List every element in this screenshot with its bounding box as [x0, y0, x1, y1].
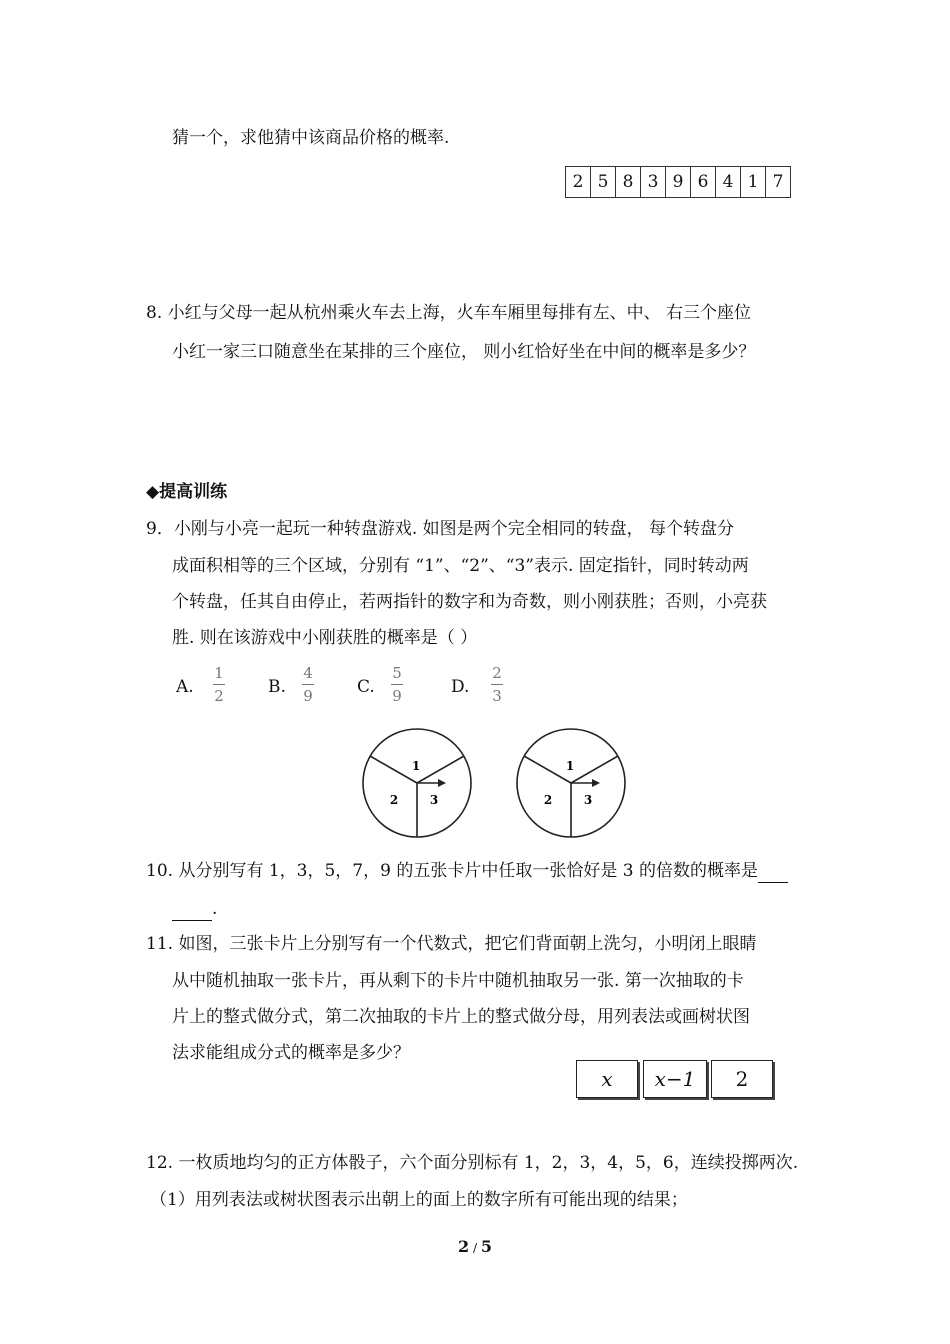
spinner-figure-left: [360, 726, 474, 840]
card-x-minus-1-text: x−1: [654, 1067, 696, 1091]
q8-line-2: 小红一家三口随意坐在某排的三个座位， 则小红恰好坐在中间的概率是多少？: [172, 342, 756, 362]
q12-line-2: （1）用列表法或树状图表示出朝上的面上的数字所有可能出现的结果；: [150, 1190, 688, 1210]
card-x-text: x: [601, 1067, 613, 1091]
digit-cell: 2: [566, 167, 591, 198]
answer-blank-continued: [172, 898, 212, 921]
q9-line-1: 9．小刚与小亮一起玩一种转盘游戏. 如图是两个完全相同的转盘， 每个转盘分: [146, 519, 735, 539]
spinner-label-3: 3: [583, 793, 593, 807]
option-a-fraction: [211, 665, 227, 704]
fraction-denominator: 9: [392, 687, 402, 705]
q10-text: 10. 从分别写有 1，3，5，7，9 的五张卡片中任取一张恰好是 3 的倍数的概率是: [146, 861, 758, 881]
q9-line-4: 胜. 则在该游戏中小刚获胜的概率是（ ）: [172, 628, 478, 648]
fraction-denominator: 9: [303, 687, 313, 705]
q10-line-1: [146, 860, 788, 883]
fraction-numerator: 2: [492, 664, 502, 682]
section-title: ◆提高训练: [146, 482, 228, 502]
q11-line-2: 从中随机抽取一张卡片，再从剩下的卡片中随机抽取另一张. 第一次抽取的卡: [172, 971, 744, 991]
page-separator: /: [469, 1241, 481, 1255]
spinner-divider: [571, 756, 618, 783]
q11-line-4: 法求能组成分式的概率是多少？: [172, 1043, 410, 1063]
fraction-numerator: 4: [303, 664, 313, 682]
digit-cell: 9: [666, 167, 691, 198]
q11-line-1: 11. 如图，三张卡片上分别写有一个代数式，把它们背面朝上洗匀，小明闭上眼睛: [146, 934, 757, 954]
card-x: [576, 1060, 638, 1098]
q8-line-1: 8. 小红与父母一起从杭州乘火车去上海，火车车厢里每排有左、中、 右三个座位: [146, 303, 752, 323]
option-b-fraction: [300, 665, 316, 704]
spinner-label-3: 3: [429, 793, 439, 807]
option-c-label: C.: [357, 677, 375, 697]
q10-period: .: [212, 899, 218, 919]
q7-text: 猜一个，求他猜中该商品价格的概率.: [172, 128, 450, 148]
fraction-numerator: 5: [392, 664, 402, 682]
q9-line-2: 成面积相等的三个区域，分别有 “1”、“2”、“3”表示. 固定指针，同时转动两: [172, 556, 749, 576]
card-x-minus-1: [643, 1060, 707, 1098]
option-d-label: D.: [451, 677, 470, 697]
spinner-label-1: 1: [411, 759, 421, 773]
fraction-bar: [491, 684, 503, 685]
digit-cell: 1: [741, 167, 766, 198]
q11-line-3: 片上的整式做分式，第二次抽取的卡片上的整式做分母，用列表法或画树状图: [172, 1007, 750, 1027]
q10-line-2: [172, 898, 217, 921]
answer-blank: [758, 860, 788, 883]
spinner-divider: [417, 756, 464, 783]
digit-cell: 7: [766, 167, 791, 198]
fraction-bar: [302, 684, 314, 685]
spinner-label-2: 2: [543, 793, 553, 807]
page-current: 2: [458, 1237, 470, 1256]
spinner-label-2: 2: [389, 793, 399, 807]
spinner-figure-right: [514, 726, 628, 840]
pointer-arrowhead: [438, 779, 446, 787]
pointer-arrowhead: [592, 779, 600, 787]
spinner-divider: [524, 756, 571, 783]
card-2-text: 2: [735, 1067, 749, 1091]
q9-line-3: 个转盘，任其自由停止，若两指针的数字和为奇数，则小刚获胜；否则，小亮获: [172, 592, 767, 612]
option-b-label: B.: [268, 677, 286, 697]
q12-line-1: 12. 一枚质地均匀的正方体骰子，六个面分别标有 1，2，3，4，5，6，连续投掷两次.: [146, 1153, 799, 1173]
digit-cell: 4: [716, 167, 741, 198]
page-total: 5: [480, 1237, 492, 1256]
fraction-bar: [391, 684, 403, 685]
digit-cell: 6: [691, 167, 716, 198]
digit-cell: 5: [591, 167, 616, 198]
digits-table: [565, 166, 791, 198]
digit-cell: 3: [641, 167, 666, 198]
card-2: [711, 1060, 773, 1098]
option-c-fraction: [389, 665, 405, 704]
page-number: [458, 1236, 492, 1259]
fraction-numerator: 1: [214, 664, 224, 682]
digit-cell: 8: [616, 167, 641, 198]
spinner-label-1: 1: [565, 759, 575, 773]
spinner-divider: [370, 756, 417, 783]
fraction-bar: [213, 684, 225, 685]
fraction-denominator: 2: [214, 687, 224, 705]
fraction-denominator: 3: [492, 687, 502, 705]
option-a-label: A.: [176, 677, 194, 697]
option-d-fraction: [489, 665, 505, 704]
